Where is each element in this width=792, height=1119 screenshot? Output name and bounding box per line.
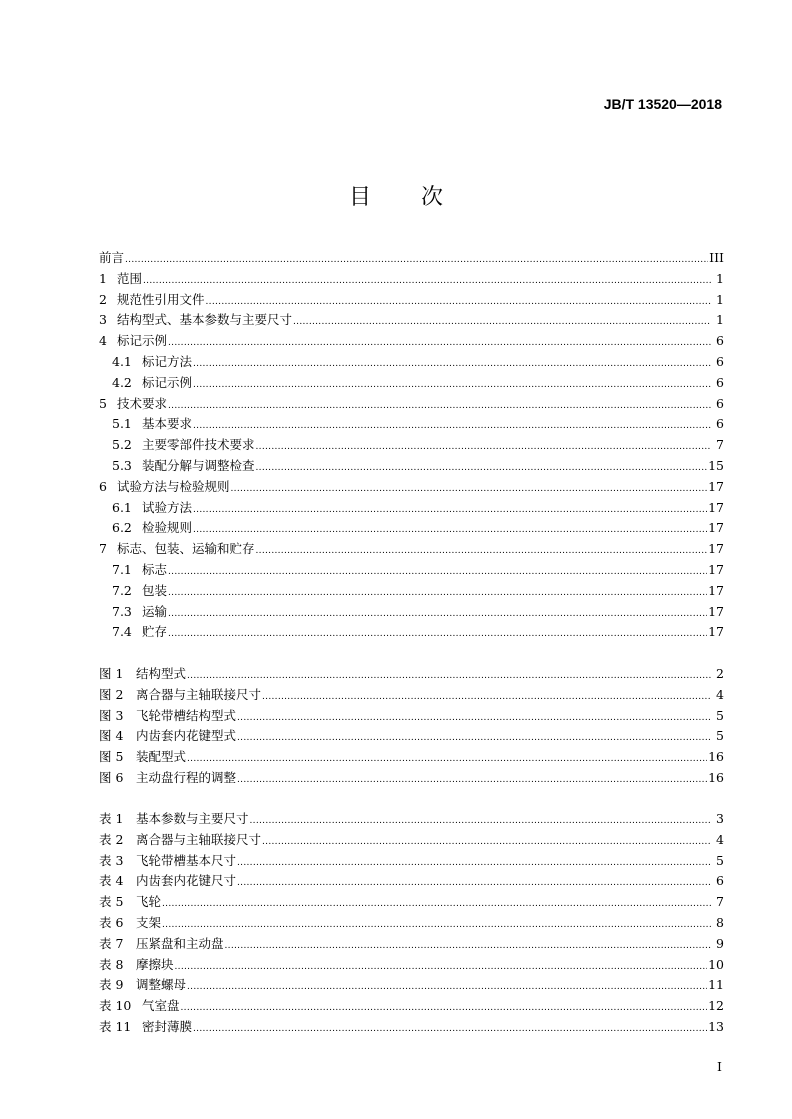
toc-entry-page: 2: [716, 666, 724, 681]
toc-leader-dots: [193, 518, 707, 541]
toc-entry[interactable]: [99, 560, 724, 581]
toc-leader-dots: [231, 477, 708, 500]
toc-leader-dots: [168, 581, 707, 604]
toc-leader-dots: [181, 996, 708, 1019]
toc-entry-number: 表 10: [99, 998, 132, 1014]
toc-entry-page: 9: [716, 935, 724, 951]
toc-entry-label: 标记示例: [142, 374, 193, 390]
toc-leader-dots: [175, 955, 708, 978]
toc-leader-dots: [237, 726, 711, 749]
toc-entry-label: 主动盘行程的调整: [136, 769, 237, 785]
toc-entry-label: 支架: [136, 914, 162, 930]
toc-entry-label: 规范性引用文件: [117, 291, 205, 307]
toc-entry-label: 气室盘: [142, 998, 180, 1014]
toc-entry-page: 1: [716, 312, 724, 328]
toc-entry-page: 6: [716, 395, 724, 411]
toc-entry-page: 17: [708, 561, 724, 577]
toc-leader-dots: [168, 622, 707, 645]
toc-entry-page: 7: [716, 894, 724, 910]
toc-entry[interactable]: [99, 809, 724, 830]
toc-main-list: [99, 248, 724, 643]
toc-entry-number: 2: [99, 291, 107, 307]
toc-entry-label: 压紧盘和主动盘: [136, 935, 224, 951]
toc-entry-page: 15: [708, 457, 724, 473]
toc-entry-label: 标记示例: [117, 333, 168, 349]
toc-entry-label: 离合器与主轴联接尺寸: [136, 831, 262, 847]
toc-entry-page: 6: [716, 873, 724, 889]
toc-entry-number: 表 8: [99, 956, 124, 972]
toc-entry-page: 4: [716, 831, 724, 847]
toc-entry-label: 试验方法: [142, 499, 193, 515]
toc-entry-number: 表 9: [99, 977, 124, 993]
toc-entry-number: 表 7: [99, 935, 124, 951]
toc-entry-label: 结构型式、基本参数与主要尺寸: [117, 312, 293, 328]
toc-entry-number: 3: [99, 312, 107, 328]
toc-leader-dots: [237, 768, 707, 791]
toc-entry-label: 结构型式: [136, 666, 187, 681]
toc-leader-dots: [237, 871, 711, 894]
toc-entry[interactable]: [99, 373, 724, 394]
page-title: [0, 180, 792, 211]
toc-entry[interactable]: [99, 394, 724, 415]
toc-leader-dots: [193, 498, 707, 521]
toc-entry-label: 标志: [142, 561, 168, 577]
toc-entry-page: 5: [716, 728, 724, 744]
toc-tables-list: [99, 809, 724, 1038]
toc-entry-label: 标志、包装、运输和贮存: [117, 541, 255, 557]
toc-entry-label: 检验规则: [142, 520, 193, 536]
toc-entry-label: 装配分解与调整检查: [142, 457, 255, 473]
toc-leader-dots: [168, 602, 707, 625]
toc-entry-number: 6.1: [112, 499, 132, 515]
toc-entry[interactable]: [99, 435, 724, 456]
toc-leader-dots: [193, 414, 711, 437]
toc-leader-dots: [193, 1017, 707, 1040]
toc-entry-number: 图 3: [99, 707, 124, 723]
toc-leader-dots: [168, 560, 707, 583]
toc-entry-label: 范围: [117, 270, 143, 286]
toc-entry-page: 17: [708, 520, 724, 536]
toc-leader-dots: [143, 269, 711, 292]
toc-figures-list: [99, 664, 724, 789]
toc-entry-number: 表 11: [99, 1018, 132, 1034]
toc-entry-number: 图 6: [99, 769, 124, 785]
toc-leader-dots: [187, 747, 707, 770]
toc-entry[interactable]: [99, 602, 724, 623]
toc-leader-dots: [187, 664, 711, 687]
toc-entry-page: 1: [716, 291, 724, 307]
toc-leader-dots: [193, 352, 711, 375]
title-char-2: 次: [421, 185, 444, 210]
toc-entry-label: 包装: [142, 582, 168, 598]
toc-entry[interactable]: [99, 706, 724, 727]
toc-entry-page: 16: [708, 769, 724, 785]
toc-entry-page: 17: [708, 478, 724, 494]
toc-entry-number: 5: [99, 395, 107, 411]
toc-entry-page: III: [709, 250, 724, 265]
toc-leader-dots: [256, 539, 708, 562]
toc-leader-dots: [256, 435, 711, 458]
toc-entry-label: 贮存: [142, 624, 168, 640]
toc-entry-label: 技术要求: [117, 395, 168, 411]
toc-entry-label: 运输: [142, 603, 168, 619]
toc-entry-number: 7.2: [112, 582, 132, 598]
toc-leader-dots: [206, 290, 711, 313]
toc-entry-label: 调整螺母: [136, 977, 187, 993]
toc-entry[interactable]: [99, 1017, 724, 1038]
toc-entry[interactable]: [99, 477, 724, 498]
toc-entry[interactable]: [99, 539, 724, 560]
toc-entry[interactable]: [99, 975, 724, 996]
toc-entry-label: 基本参数与主要尺寸: [136, 811, 249, 826]
toc-leader-dots: [237, 706, 711, 729]
toc-entry-label: 主要零部件技术要求: [142, 437, 255, 453]
toc-entry-label: 摩擦块: [136, 956, 174, 972]
toc-entry[interactable]: [99, 352, 724, 373]
toc-entry-label: 基本要求: [142, 416, 193, 432]
toc-entry-page: 12: [708, 998, 724, 1014]
toc-entry-page: 17: [708, 499, 724, 515]
toc-leader-dots: [168, 331, 711, 354]
toc-entry-page: 17: [708, 624, 724, 640]
toc-entry-number: 表 2: [99, 831, 124, 847]
toc-leader-dots: [293, 310, 711, 333]
toc-entry-number: 6.2: [112, 520, 132, 536]
title-char-1: 目: [348, 185, 371, 210]
toc-entry[interactable]: [99, 456, 724, 477]
toc-entry-number: 6: [99, 478, 107, 494]
toc-entry-label: 前言: [99, 250, 125, 265]
toc-entry-number: 4.1: [112, 353, 132, 369]
toc-leader-dots: [193, 373, 711, 396]
toc-entry[interactable]: [99, 414, 724, 435]
toc-leader-dots: [125, 248, 708, 271]
toc-entry[interactable]: [99, 892, 724, 913]
toc-entry[interactable]: [99, 664, 724, 685]
toc-entry-number: 图 4: [99, 728, 124, 744]
toc-entry-number: 5.1: [112, 416, 132, 432]
toc-entry-page: 8: [716, 914, 724, 930]
toc-entry[interactable]: [99, 248, 724, 269]
toc-entry[interactable]: [99, 830, 724, 851]
toc-entry-number: 4: [99, 333, 107, 349]
toc-entry-number: 图 2: [99, 686, 124, 702]
toc-entry[interactable]: [99, 622, 724, 643]
toc-entry-label: 内齿套内花键尺寸: [136, 873, 237, 889]
page-number: I: [717, 1059, 722, 1074]
toc-entry-number: 7.4: [112, 624, 132, 640]
toc-entry-number: 4.2: [112, 374, 132, 390]
toc-leader-dots: [237, 851, 711, 874]
toc-entry[interactable]: [99, 498, 724, 519]
toc-entry-number: 7.1: [112, 561, 132, 577]
toc-leader-dots: [162, 892, 711, 915]
toc-entry-page: 13: [708, 1018, 724, 1034]
toc-entry[interactable]: [99, 747, 724, 768]
toc-entry[interactable]: [99, 851, 724, 872]
toc-entry-number: 7: [99, 541, 107, 557]
toc-entry[interactable]: [99, 518, 724, 539]
toc-entry[interactable]: [99, 331, 724, 352]
toc-entry-number: 图 1: [99, 666, 124, 681]
toc-entry-number: 表 4: [99, 873, 124, 889]
toc-entry[interactable]: [99, 310, 724, 331]
toc-entry-page: 1: [716, 270, 724, 286]
toc-entry-label: 密封薄膜: [142, 1018, 193, 1034]
toc-entry-number: 1: [99, 270, 107, 286]
toc-entry[interactable]: [99, 913, 724, 934]
toc-entry[interactable]: [99, 768, 724, 789]
toc-entry-page: 7: [716, 437, 724, 453]
toc-entry-page: 5: [716, 852, 724, 868]
toc-entry-page: 10: [708, 956, 724, 972]
toc-leader-dots: [256, 456, 708, 479]
toc-entry-page: 6: [716, 374, 724, 390]
toc-entry-label: 装配型式: [136, 749, 187, 765]
toc-entry-label: 飞轮带槽基本尺寸: [136, 852, 237, 868]
toc-entry[interactable]: [99, 726, 724, 747]
toc-entry-number: 5.2: [112, 437, 132, 453]
toc-entry-page: 6: [716, 333, 724, 349]
toc-entry-number: 表 5: [99, 894, 124, 910]
toc-leader-dots: [168, 394, 711, 417]
toc-entry-page: 17: [708, 603, 724, 619]
toc-entry-label: 飞轮: [136, 894, 162, 910]
toc-entry-page: 16: [708, 749, 724, 765]
toc-entry-page: 5: [716, 707, 724, 723]
toc-entry-number: 表 3: [99, 852, 124, 868]
toc-entry-number: 7.3: [112, 603, 132, 619]
toc-leader-dots: [187, 975, 707, 998]
toc-entry[interactable]: [99, 955, 724, 976]
toc-entry-page: 3: [716, 811, 724, 826]
toc-leader-dots: [162, 913, 711, 936]
toc-entry[interactable]: [99, 581, 724, 602]
toc-leader-dots: [250, 809, 711, 832]
toc-entry-label: 飞轮带槽结构型式: [136, 707, 237, 723]
toc-entry-number: 5.3: [112, 457, 132, 473]
toc-entry-page: 11: [708, 977, 724, 993]
toc-entry-label: 试验方法与检验规则: [117, 478, 230, 494]
toc-entry-page: 17: [708, 541, 724, 557]
toc-entry-label: 离合器与主轴联接尺寸: [136, 686, 262, 702]
toc-entry[interactable]: [99, 290, 724, 311]
toc-entry-page: 17: [708, 582, 724, 598]
toc-entry-number: 表 1: [99, 811, 124, 826]
toc-entry-number: 表 6: [99, 914, 124, 930]
toc-leader-dots: [262, 685, 711, 708]
toc-entry-page: 6: [716, 416, 724, 432]
toc-leader-dots: [262, 830, 711, 853]
toc-entry-page: 4: [716, 686, 724, 702]
toc-entry[interactable]: [99, 269, 724, 290]
toc-entry[interactable]: [99, 996, 724, 1017]
toc-entry[interactable]: [99, 934, 724, 955]
toc-entry-label: 标记方法: [142, 353, 193, 369]
toc-entry[interactable]: [99, 685, 724, 706]
toc-entry-number: 图 5: [99, 749, 124, 765]
toc-entry-label: 内齿套内花键型式: [136, 728, 237, 744]
standard-code: JB/T 13520—2018: [603, 96, 722, 112]
toc-leader-dots: [225, 934, 711, 957]
toc-entry[interactable]: [99, 871, 724, 892]
toc-entry-page: 6: [716, 353, 724, 369]
